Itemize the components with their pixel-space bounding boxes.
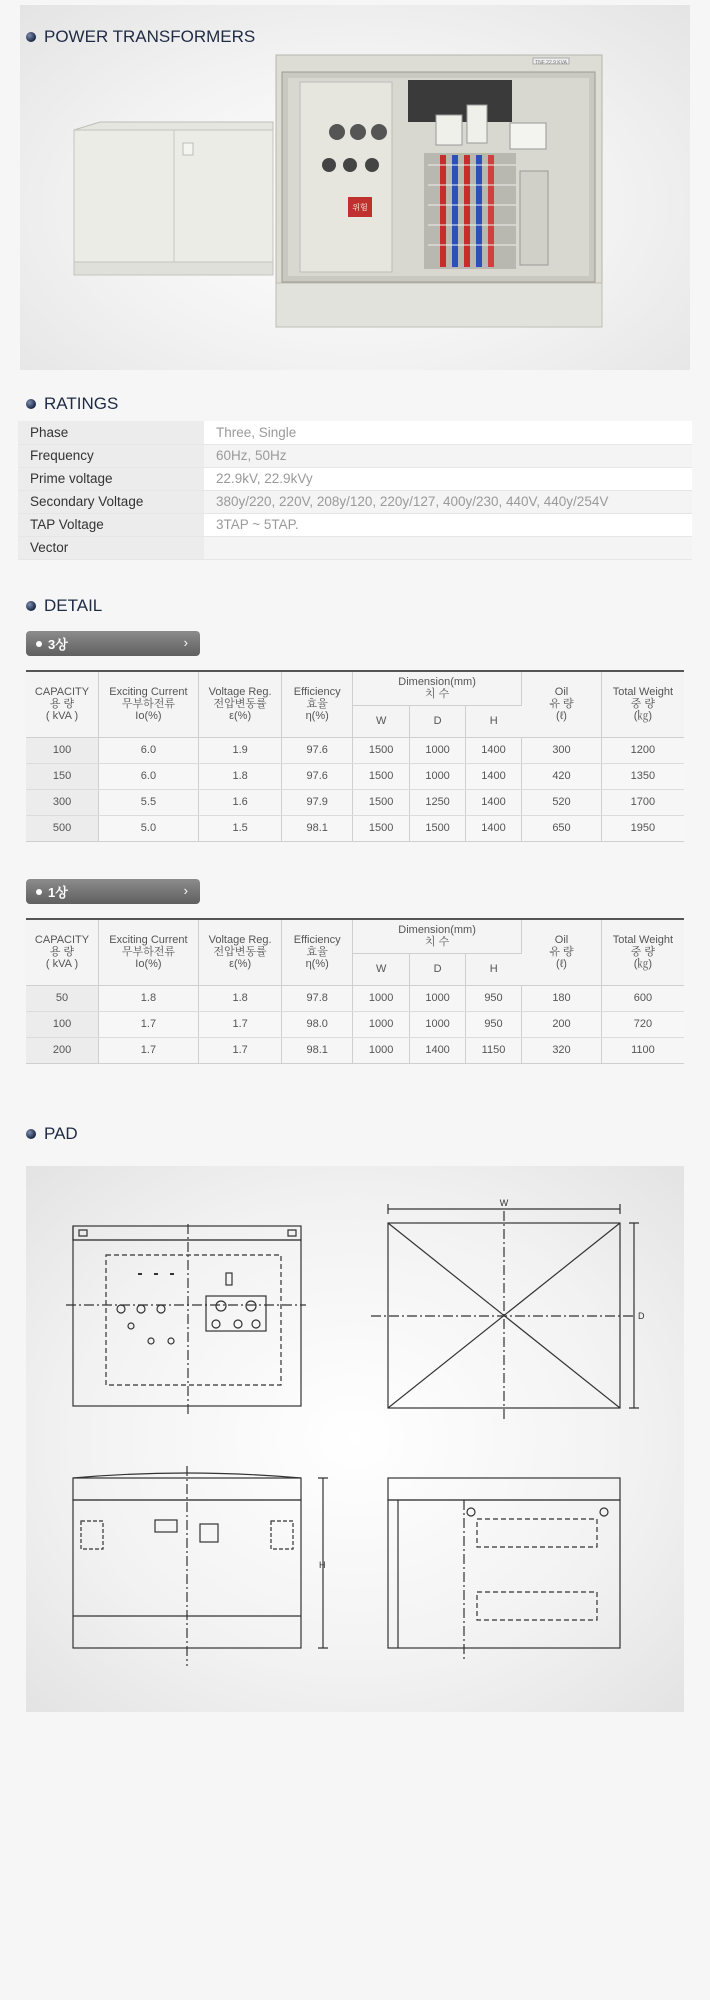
ratings-row	[18, 536, 692, 559]
table-cell: 1.6	[198, 789, 282, 815]
table-cell: 320	[522, 1037, 602, 1063]
table-cell: 98.1	[282, 815, 353, 841]
header-capacity: CAPACITY 용 량 ( kVA )	[26, 671, 99, 737]
table-cell: 97.9	[282, 789, 353, 815]
table-cell: 1.7	[198, 1037, 282, 1063]
table-cell: 1700	[601, 789, 684, 815]
table-row	[26, 985, 684, 1011]
header-efficiency: Efficiency 효율 η(%)	[282, 919, 353, 985]
table-cell: 420	[522, 763, 602, 789]
table-cell: 200	[26, 1037, 99, 1063]
header-oil: Oil 유 량 (ℓ)	[522, 919, 602, 985]
table-cell: 1500	[352, 737, 409, 763]
tab-three-phase[interactable]: 3상 ›	[26, 631, 200, 656]
table-cell: 300	[26, 789, 99, 815]
table-cell: 1.8	[99, 985, 199, 1011]
ratings-value: 60Hz, 50Hz	[204, 444, 692, 467]
table-cell: 1000	[410, 763, 465, 789]
dimension-label-h: H	[319, 1560, 326, 1570]
header-dimension: Dimension(mm) 치 수	[352, 919, 521, 953]
header-dimension: Dimension(mm) 치 수	[352, 671, 521, 705]
header-dim-d: D	[410, 953, 465, 985]
bullet-icon	[26, 1129, 36, 1139]
section-title-pad: PAD	[26, 1124, 78, 1144]
table-cell: 1.8	[198, 985, 282, 1011]
table-cell: 6.0	[99, 737, 199, 763]
front-elevation-drawing	[73, 1466, 328, 1666]
transformer-photo	[20, 5, 690, 370]
header-capacity: CAPACITY 용 량 ( kVA )	[26, 919, 99, 985]
header-total-weight: Total Weight 중 량 (㎏)	[601, 671, 684, 737]
tab-bullet-icon	[36, 641, 42, 647]
header-exciting-current: Exciting Current 무부하전류 Io(%)	[99, 919, 199, 985]
section-title-ratings: RATINGS	[26, 394, 118, 414]
single-phase-spec-table	[26, 918, 684, 1064]
tab-single-phase[interactable]: 1상 ›	[26, 879, 200, 904]
table-cell: 1.7	[99, 1037, 199, 1063]
table-cell: 97.8	[282, 985, 353, 1011]
ratings-row	[18, 513, 692, 536]
ratings-label: Frequency	[18, 444, 204, 467]
header-dim-h: H	[465, 953, 521, 985]
table-cell: 1000	[410, 737, 465, 763]
ratings-row	[18, 421, 692, 444]
header-voltage-reg: Voltage Reg. 전압변동률 ε(%)	[198, 671, 282, 737]
table-cell: 180	[522, 985, 602, 1011]
chevron-right-icon: ›	[183, 635, 188, 650]
side-elevation-drawing	[388, 1478, 620, 1661]
table-row	[26, 789, 684, 815]
dimension-label-w: W	[499, 1198, 509, 1208]
product-photo-panel	[20, 5, 690, 370]
table-row	[26, 815, 684, 841]
table-cell: 720	[601, 1011, 684, 1037]
table-cell: 1000	[352, 1011, 409, 1037]
table-cell: 1400	[465, 737, 521, 763]
front-view-drawing	[66, 1224, 306, 1416]
three-phase-spec-table	[26, 670, 684, 842]
section-title-detail: DETAIL	[26, 596, 102, 616]
table-row	[26, 737, 684, 763]
ratings-label: Prime voltage	[18, 467, 204, 490]
ratings-value: 3TAP ~ 5TAP.	[204, 513, 692, 536]
table-cell: 97.6	[282, 737, 353, 763]
table-cell: 50	[26, 985, 99, 1011]
table-cell: 100	[26, 1011, 99, 1037]
tab-bullet-icon	[36, 889, 42, 895]
table-cell: 1200	[601, 737, 684, 763]
table-cell: 1000	[410, 1011, 465, 1037]
ratings-label: TAP Voltage	[18, 513, 204, 536]
table-cell: 1000	[352, 1037, 409, 1063]
ratings-label: Vector	[18, 536, 204, 559]
table-cell: 1250	[410, 789, 465, 815]
table-cell: 150	[26, 763, 99, 789]
ratings-value	[204, 536, 692, 559]
table-cell: 1500	[352, 789, 409, 815]
section-title-power-transformers: POWER TRANSFORMERS	[26, 27, 255, 47]
bullet-icon	[26, 32, 36, 42]
table-cell: 1500	[410, 815, 465, 841]
table-row	[26, 1037, 684, 1063]
chevron-right-icon: ›	[183, 883, 188, 898]
header-efficiency: Efficiency 효율 η(%)	[282, 671, 353, 737]
header-exciting-current: Exciting Current 무부하전류 Io(%)	[99, 671, 199, 737]
ratings-value: 380y/220, 220V, 208y/120, 220y/127, 400y/230, 440V, 440y/254V	[204, 490, 692, 513]
pad-drawing-panel	[26, 1166, 684, 1712]
table-cell: 950	[465, 1011, 521, 1037]
ratings-row	[18, 444, 692, 467]
ratings-value: 22.9kV, 22.9kVy	[204, 467, 692, 490]
dimension-label-d: D	[638, 1311, 645, 1321]
header-dim-d: D	[410, 705, 465, 737]
ratings-table	[18, 421, 692, 560]
table-cell: 5.0	[99, 815, 199, 841]
table-cell: 600	[601, 985, 684, 1011]
table-cell: 500	[26, 815, 99, 841]
panel-plate-text: TNF 22.9 KVA	[535, 60, 567, 66]
bullet-icon	[26, 399, 36, 409]
table-cell: 1500	[352, 763, 409, 789]
table-cell: 1400	[465, 789, 521, 815]
warning-sign-text: 위험	[352, 203, 368, 212]
header-total-weight: Total Weight 중 량 (㎏)	[601, 919, 684, 985]
pad-technical-drawing	[26, 1166, 684, 1712]
table-cell: 98.0	[282, 1011, 353, 1037]
ratings-row	[18, 467, 692, 490]
table-cell: 1.7	[198, 1011, 282, 1037]
table-cell: 6.0	[99, 763, 199, 789]
table-cell: 200	[522, 1011, 602, 1037]
ratings-label: Secondary Voltage	[18, 490, 204, 513]
header-oil: Oil 유 량 (ℓ)	[522, 671, 602, 737]
table-cell: 1400	[465, 763, 521, 789]
header-dim-h: H	[465, 705, 521, 737]
table-row	[26, 1011, 684, 1037]
table-cell: 1.7	[99, 1011, 199, 1037]
table-cell: 1950	[601, 815, 684, 841]
header-voltage-reg: Voltage Reg. 전압변동률 ε(%)	[198, 919, 282, 985]
table-cell: 1400	[465, 815, 521, 841]
table-cell: 650	[522, 815, 602, 841]
table-cell: 1100	[601, 1037, 684, 1063]
table-cell: 1400	[410, 1037, 465, 1063]
header-dim-w: W	[352, 953, 409, 985]
table-cell: 1.9	[198, 737, 282, 763]
table-cell: 300	[522, 737, 602, 763]
ratings-label: Phase	[18, 421, 204, 444]
table-cell: 1500	[352, 815, 409, 841]
table-cell: 1.5	[198, 815, 282, 841]
table-cell: 950	[465, 985, 521, 1011]
table-cell: 1150	[465, 1037, 521, 1063]
bullet-icon	[26, 601, 36, 611]
table-cell: 520	[522, 789, 602, 815]
table-cell: 97.6	[282, 763, 353, 789]
table-cell: 100	[26, 737, 99, 763]
table-row	[26, 763, 684, 789]
header-dim-w: W	[352, 705, 409, 737]
top-view-drawing	[371, 1204, 639, 1421]
ratings-row	[18, 490, 692, 513]
table-cell: 1.8	[198, 763, 282, 789]
ratings-value: Three, Single	[204, 421, 692, 444]
table-cell: 1000	[410, 985, 465, 1011]
table-cell: 98.1	[282, 1037, 353, 1063]
table-cell: 5.5	[99, 789, 199, 815]
table-cell: 1350	[601, 763, 684, 789]
table-cell: 1000	[352, 985, 409, 1011]
